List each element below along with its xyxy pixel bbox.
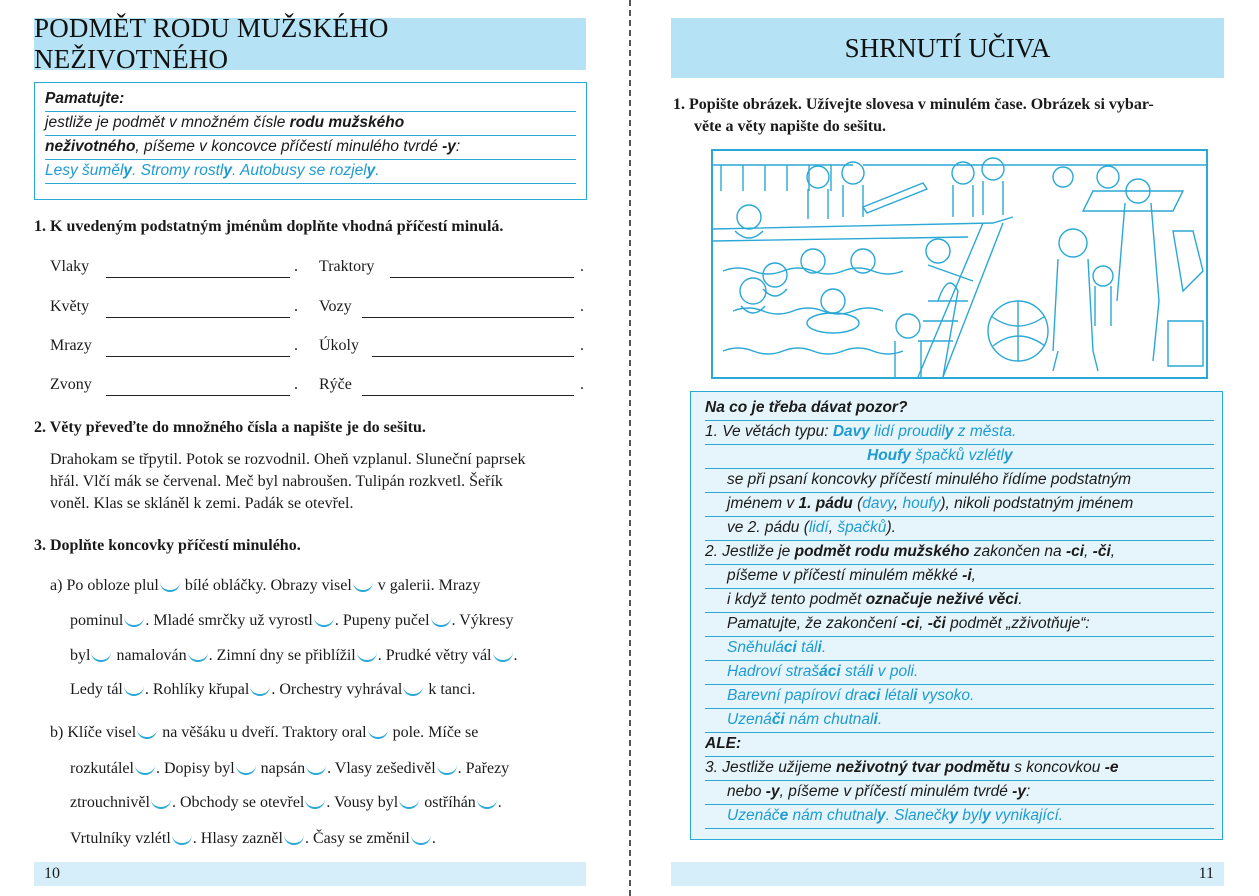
task-2-text: Drahokam se třpytil. Potok se rozvodnil. Oheň vzplanul. Sluneční paprsek hřál. Vlčí mák se červenal. Meč byl nabroušen. Tulipán rozkvetl. Šeřík voněl. Klas se skláněl k zemi. Padák se otevřel. — [50, 451, 526, 512]
ending-blank[interactable] — [172, 833, 192, 845]
task-3a-row-4: Ledy tál . Rohlíky křupal . Orchestry vyhrával k tanci. — [70, 681, 476, 698]
ending-blank[interactable] — [124, 684, 144, 696]
summary-line: píšeme v příčestí minulém měkké -i, — [705, 564, 1214, 589]
page-divider — [629, 0, 631, 896]
summary-line: Pamatujte, že zakončení -ci, -či podmět „zživotňuje“: — [705, 612, 1214, 637]
ending-blank[interactable] — [250, 684, 270, 696]
fill-in-line[interactable] — [106, 355, 290, 357]
task-3a-row-2: pominul . Mladé smrčky už vyrostl . Pupeny pučel . Výkresy — [70, 612, 514, 629]
ending-blank[interactable] — [437, 763, 457, 775]
ending-blank[interactable] — [399, 797, 419, 809]
page-number-left: 10 — [34, 862, 586, 886]
summary-example: Sněhuláci táli. — [705, 636, 1214, 661]
summary-line: 2. Jestliže je podmět rodu mužského zakončen na -ci, -či, — [705, 540, 1214, 565]
fill-label: Mrazy — [50, 337, 92, 354]
summary-line: nebo -y, píšeme v příčestí minulém tvrdé -y: — [705, 780, 1214, 805]
ending-blank[interactable] — [403, 684, 423, 696]
fill-label: Vlaky — [50, 258, 90, 275]
summary-line: se při psaní koncovky příčestí minulého řídíme podstatným — [705, 468, 1214, 493]
fill-in-line[interactable] — [106, 394, 290, 396]
ending-blank[interactable] — [357, 650, 377, 662]
remember-line-1: jestliže je podmět v množném čísle rodu mužského — [45, 111, 576, 136]
page-number-right: 11 — [671, 862, 1224, 886]
task-3b-row-1: b) Klíče visel na věšáku u dveří. Traktory oral pole. Míče se — [50, 724, 479, 741]
fill-label: Zvony — [50, 376, 92, 393]
summary-heading: Na co je třeba dávat pozor? — [705, 396, 1214, 421]
ending-blank[interactable] — [305, 797, 325, 809]
ending-blank[interactable] — [160, 580, 180, 592]
ending-blank[interactable] — [477, 797, 497, 809]
summary-line: 3. Jestliže užijeme neživotný tvar podmětu s koncovkou -e — [705, 756, 1214, 781]
summary-line: ve 2. pádu (lidí, špačků). — [705, 516, 1214, 541]
remember-box — [34, 82, 587, 200]
fill-in-line[interactable] — [390, 276, 574, 278]
task-3b-row-3: ztrouchnivěl . Obchody se otevřel . Vousy byl ostříhán . — [70, 794, 502, 811]
fill-label: Květy — [50, 298, 90, 315]
right-page-title: SHRNUTÍ UČIVA — [671, 18, 1224, 78]
summary-line: i když tento podmět označuje neživé věci. — [705, 588, 1214, 613]
summary-example: Uzenáče nám chutnaly. Slanečky byly vynikající. — [705, 804, 1214, 829]
ending-blank[interactable] — [314, 615, 334, 627]
left-page-title: PODMĚT RODU MUŽSKÉHO NEŽIVOTNÉHO — [34, 18, 586, 70]
ending-blank[interactable] — [151, 797, 171, 809]
ending-blank[interactable] — [368, 727, 388, 739]
ending-blank[interactable] — [137, 727, 157, 739]
summary-line: 1. Ve větách typu: Davy lidí proudily z města. — [705, 420, 1214, 445]
ending-blank[interactable] — [306, 763, 326, 775]
task-1-heading: 1. K uvedeným podstatným jménům doplňte vhodná příčestí minulá. — [34, 218, 504, 235]
summary-line: Houfy špačků vzlétly — [705, 444, 1214, 469]
pool-illustration — [711, 149, 1208, 379]
fill-in-line[interactable] — [362, 394, 574, 396]
ending-blank[interactable] — [188, 650, 208, 662]
ending-blank[interactable] — [124, 615, 144, 627]
ending-blank[interactable] — [353, 580, 373, 592]
ending-blank[interactable] — [493, 650, 513, 662]
ending-blank[interactable] — [411, 833, 431, 845]
summary-example: Barevní papíroví draci létali vysoko. — [705, 684, 1214, 709]
ending-blank[interactable] — [135, 763, 155, 775]
task-3b-row-4: Vrtulníky vzlétl . Hlasy zazněl . Časy se změnil . — [70, 830, 436, 847]
summary-example: Hadroví strašáci stáli v poli. — [705, 660, 1214, 685]
ending-blank[interactable] — [284, 833, 304, 845]
task-3-heading: 3. Doplňte koncovky příčestí minulého. — [34, 537, 301, 554]
ending-blank[interactable] — [236, 763, 256, 775]
task-3a-row-3: byl namalován . Zimní dny se přiblížil . Prudké větry vál . — [70, 647, 518, 664]
fill-label: Vozy — [319, 298, 352, 315]
ending-blank[interactable] — [91, 650, 111, 662]
task-3a-row-1: a) Po obloze plul bílé obláčky. Obrazy visel v galerii. Mrazy — [50, 577, 481, 594]
task-3b-row-2: rozkutálel . Dopisy byl napsán . Vlasy zešedivěl . Pařezy — [70, 760, 510, 777]
remember-examples: Lesy šuměly. Stromy rostly. Autobusy se rozjely. — [45, 159, 576, 184]
ending-blank[interactable] — [431, 615, 451, 627]
task-2-heading: 2. Věty převeďte do množného čísla a napište je do sešitu. — [34, 419, 426, 436]
fill-label: Rýče — [319, 376, 352, 393]
summary-box — [690, 391, 1223, 840]
swimming-pool-drawing — [713, 151, 1206, 377]
summary-line: jménem v 1. pádu (davy, houfy), nikoli podstatným jménem — [705, 492, 1214, 517]
fill-in-line[interactable] — [106, 316, 290, 318]
fill-label: Úkoly — [319, 337, 359, 354]
right-task-1: 1. Popište obrázek. Užívejte slovesa v minulém čase. Obrázek si vybar- věte a věty napište do sešitu. — [673, 96, 1154, 135]
remember-heading: Pamatujte: — [45, 87, 576, 112]
fill-label: Traktory — [319, 258, 375, 275]
fill-in-line[interactable] — [372, 355, 574, 357]
summary-example: Uzenáči nám chutnali. — [705, 708, 1214, 733]
fill-in-line[interactable] — [106, 276, 290, 278]
remember-line-2: neživotného, píšeme v koncovce příčestí minulého tvrdé -y: — [45, 135, 576, 160]
summary-ale: ALE: — [705, 732, 1214, 757]
fill-in-line[interactable] — [362, 316, 574, 318]
